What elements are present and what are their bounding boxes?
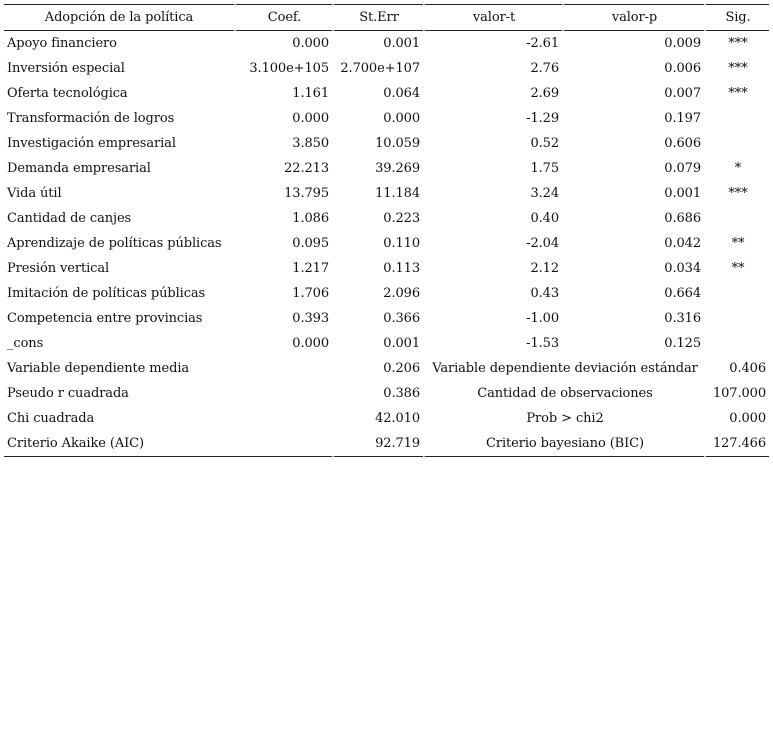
variable-name: Transformación de logros (7, 111, 175, 126)
p-value: 0.042 (562, 231, 704, 256)
p-value: 0.079 (562, 156, 704, 181)
table-header (4, 4, 769, 31)
significance-stars (704, 131, 769, 156)
table-row (4, 106, 769, 131)
table-row (4, 156, 769, 181)
table-row (4, 281, 769, 306)
p-value: 0.034 (562, 256, 704, 281)
std-err-value: 11.184 (332, 181, 423, 206)
significance-stars (704, 331, 769, 356)
header-significance: Sig. (704, 4, 769, 31)
coef-value: 22.213 (234, 156, 332, 181)
coef-value: 1.706 (234, 281, 332, 306)
coef-value: 0.393 (234, 306, 332, 331)
table-row (4, 306, 769, 331)
table-row (4, 181, 769, 206)
significance-stars: *** (704, 81, 769, 106)
stats-row (4, 381, 769, 406)
std-err-value: 0.064 (332, 81, 423, 106)
variable-name: Cantidad de canjes (7, 211, 132, 226)
stat-label-left: Pseudo r cuadrada (7, 386, 129, 401)
stats-row (4, 356, 769, 381)
coef-value: 3.100e+105 (234, 56, 332, 81)
std-err-value: 0.000 (332, 106, 423, 131)
coef-value: 0.000 (234, 106, 332, 131)
stat-label-right: Criterio bayesiano (BIC) (423, 431, 704, 457)
std-err-value: 39.269 (332, 156, 423, 181)
t-value: 0.40 (423, 206, 562, 231)
stat-value-right: 127.466 (704, 431, 769, 457)
p-value: 0.009 (562, 31, 704, 56)
stats-row (4, 431, 769, 457)
p-value: 0.197 (562, 106, 704, 131)
significance-stars (704, 206, 769, 231)
regression-table (4, 4, 769, 457)
std-err-value: 0.113 (332, 256, 423, 281)
table-row (4, 56, 769, 81)
stat-label-right: Variable dependiente deviación estándar (423, 356, 704, 381)
std-err-value: 0.110 (332, 231, 423, 256)
stat-value-left: 92.719 (332, 431, 423, 457)
coef-value: 0.000 (234, 31, 332, 56)
coef-value: 3.850 (234, 131, 332, 156)
significance-stars (704, 281, 769, 306)
t-value: 0.52 (423, 131, 562, 156)
std-err-value: 0.223 (332, 206, 423, 231)
significance-stars: *** (704, 181, 769, 206)
t-value: 3.24 (423, 181, 562, 206)
header-coef: Coef. (234, 4, 332, 31)
variable-name: Vida útil (7, 186, 62, 201)
p-value: 0.006 (562, 56, 704, 81)
t-value: -1.29 (423, 106, 562, 131)
p-value: 0.125 (562, 331, 704, 356)
header-std-err: St.Err (332, 4, 423, 31)
significance-stars (704, 106, 769, 131)
variable-name: Apoyo financiero (7, 36, 117, 51)
table-row (4, 331, 769, 356)
variable-name: Demanda empresarial (7, 161, 151, 176)
stat-label-right: Prob > chi2 (423, 406, 704, 431)
header-p-value: valor-p (562, 4, 704, 31)
table-row (4, 81, 769, 106)
table-row (4, 206, 769, 231)
t-value: -2.61 (423, 31, 562, 56)
significance-stars: *** (704, 31, 769, 56)
t-value: 0.43 (423, 281, 562, 306)
p-value: 0.606 (562, 131, 704, 156)
stat-label-right: Cantidad de observaciones (423, 381, 704, 406)
table-body (4, 31, 769, 457)
t-value: -1.00 (423, 306, 562, 331)
table-row (4, 31, 769, 56)
p-value: 0.316 (562, 306, 704, 331)
significance-stars: ** (704, 256, 769, 281)
variable-name: Imitación de políticas públicas (7, 286, 206, 301)
variable-name: Oferta tecnológica (7, 86, 128, 101)
stat-value-right: 107.000 (704, 381, 769, 406)
stats-row (4, 406, 769, 431)
variable-name: Presión vertical (7, 261, 110, 276)
table-row (4, 131, 769, 156)
significance-stars: * (704, 156, 769, 181)
std-err-value: 0.001 (332, 331, 423, 356)
p-value: 0.007 (562, 81, 704, 106)
stat-label-left: Criterio Akaike (AIC) (4, 431, 332, 457)
table-row (4, 231, 769, 256)
variable-name: Aprendizaje de políticas públicas (7, 236, 222, 251)
variable-name: Competencia entre provincias (7, 311, 203, 326)
stat-value-left: 42.010 (332, 406, 423, 431)
header-row (4, 4, 769, 31)
t-value: -1.53 (423, 331, 562, 356)
variable-name: Inversión especial (7, 61, 125, 76)
significance-stars: ** (704, 231, 769, 256)
stat-value-left: 0.206 (332, 356, 423, 381)
stat-value-left: 0.386 (332, 381, 423, 406)
header-t-value: valor-t (423, 4, 562, 31)
std-err-value: 0.001 (332, 31, 423, 56)
stat-value-right: 0.406 (704, 356, 769, 381)
std-err-value: 10.059 (332, 131, 423, 156)
stat-value-right: 0.000 (704, 406, 769, 431)
coef-value: 1.161 (234, 81, 332, 106)
stat-label-left: Chi cuadrada (7, 411, 95, 426)
std-err-value: 2.700e+107 (332, 56, 423, 81)
t-value: -2.04 (423, 231, 562, 256)
header-variable: Adopción de la política (4, 4, 234, 31)
p-value: 0.664 (562, 281, 704, 306)
t-value: 1.75 (423, 156, 562, 181)
std-err-value: 2.096 (332, 281, 423, 306)
t-value: 2.12 (423, 256, 562, 281)
coef-value: 13.795 (234, 181, 332, 206)
coef-value: 1.217 (234, 256, 332, 281)
significance-stars (704, 306, 769, 331)
significance-stars: *** (704, 56, 769, 81)
table-row (4, 256, 769, 281)
p-value: 0.686 (562, 206, 704, 231)
t-value: 2.76 (423, 56, 562, 81)
std-err-value: 0.366 (332, 306, 423, 331)
coef-value: 0.000 (234, 331, 332, 356)
stat-label-left: Variable dependiente media (7, 361, 190, 376)
variable-name: _cons (7, 336, 44, 351)
coef-value: 0.095 (234, 231, 332, 256)
coef-value: 1.086 (234, 206, 332, 231)
t-value: 2.69 (423, 81, 562, 106)
variable-name: Investigación empresarial (7, 136, 176, 151)
p-value: 0.001 (562, 181, 704, 206)
